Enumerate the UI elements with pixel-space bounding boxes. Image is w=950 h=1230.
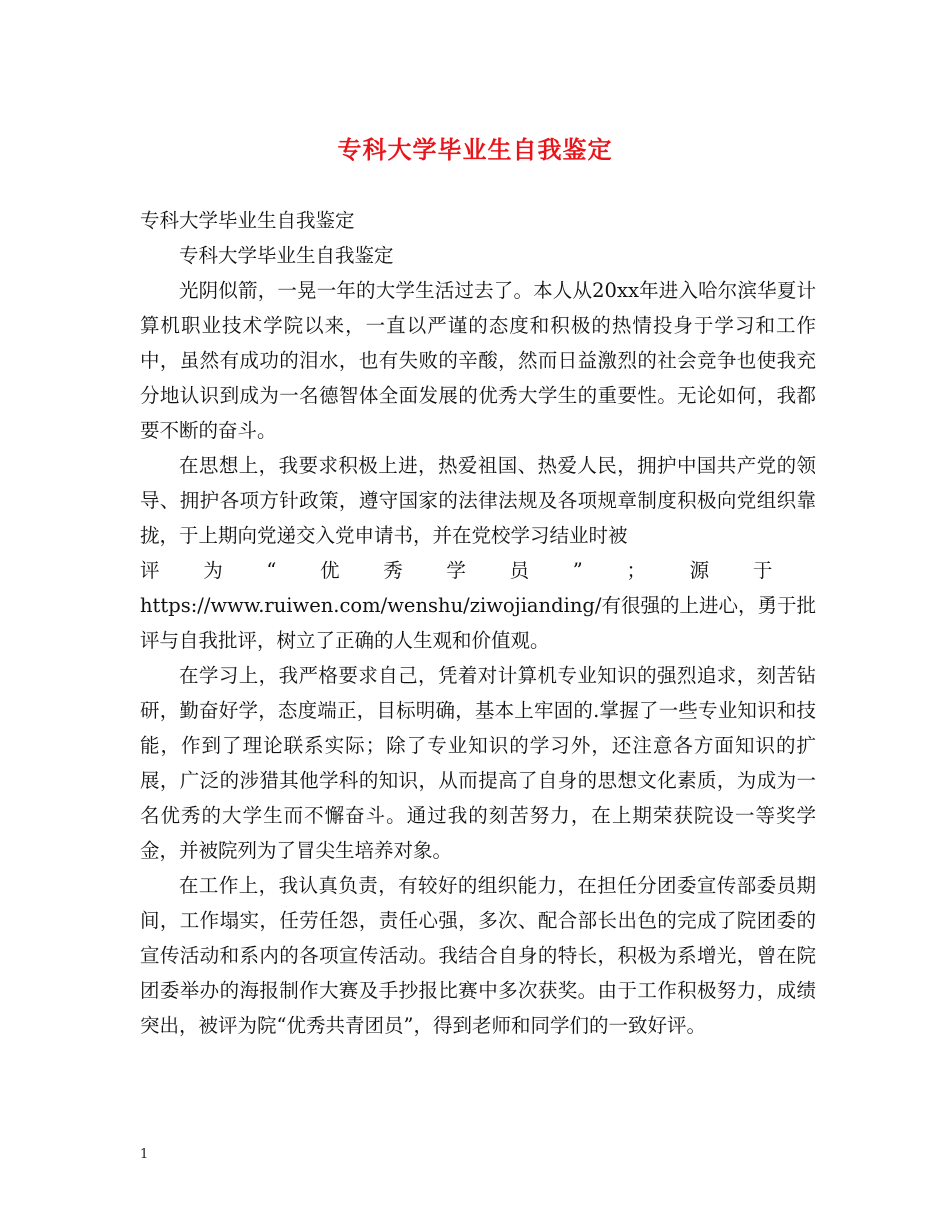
- spread-char: 员: [509, 559, 530, 582]
- spread-char: 评: [140, 559, 160, 582]
- spread-char: 为: [203, 559, 223, 582]
- spread-char: ；: [626, 559, 646, 582]
- document-body: [140, 203, 816, 1043]
- heading-line: 专科大学毕业生自我鉴定: [140, 209, 355, 232]
- spread-char: 秀: [383, 559, 403, 582]
- paragraph-work: 在工作上，我认真负责，有较好的组织能力，在担任分团委宣传部委员期间，工作塌实，任劳任怨，责任心强，多次、配合部长出色的完成了院团委的宣传活动和系内的各项宣传活动。我结合自身的特长，积极为系增光，曾在院团委举办的海报制作大赛及手抄报比赛中多次获奖。由于工作积极努力，成绩突出，被评为院“优秀共青团员”，得到老师和同学们的一致好评。: [140, 874, 816, 1037]
- spread-char: ”: [572, 559, 583, 582]
- subheading-line: 专科大学毕业生自我鉴定: [179, 244, 394, 267]
- paragraph-intro: 光阴似箭，一晃一年的大学生活过去了。本人从20xx年进入哈尔滨华夏计算机职业技术学院以来，一直以严谨的态度和积极的热情投身于学习和工作中，虽然有成功的泪水，也有失败的辛酸，然而日益激烈的社会竞争也使我充分地认识到成为一名德智体全面发展的优秀大学生的重要性。无论如何，我都要不断的奋斗。: [140, 279, 816, 442]
- spread-char: 优: [320, 559, 340, 582]
- paragraph-study: 在学习上，我严格要求自己，凭着对计算机专业知识的强烈追求，刻苦钻研，勤奋好学，态度端正，目标明确，基本上牢固的.掌握了一些专业知识和技能，作到了理论联系实际；除了专业知识的学习外，还注意各方面知识的扩展，广泛的涉猎其他学科的知识，从而提高了自身的思想文化素质，为成为一名优秀的大学生而不懈奋斗。通过我的刻苦努力，在上期荣获院设一等奖学金，并被院列为了冒尖生培养对象。: [140, 664, 816, 862]
- spread-char: 学: [446, 559, 466, 582]
- paragraph-ideology-cont: https://www.ruiwen.com/wenshu/ziwojianding/有很强的上进心，勇于批评与自我批评，树立了正确的人生观和价值观。: [140, 594, 816, 652]
- document-title: 专科大学毕业生自我鉴定: [337, 135, 613, 164]
- paragraph-ideology: 在思想上，我要求积极上进，热爱祖国、热爱人民，拥护中国共产党的领导、拥护各项方针政策，遵守国家的法律法规及各项规章制度积极向党组织靠拢，于上期向党递交入党申请书，并在党校学习结业时被: [140, 454, 816, 547]
- spread-line: [140, 553, 816, 588]
- page-number: 1: [140, 1147, 149, 1162]
- spread-char: 于: [752, 559, 773, 582]
- spread-char: 源: [689, 559, 710, 582]
- spread-char: “: [266, 559, 277, 582]
